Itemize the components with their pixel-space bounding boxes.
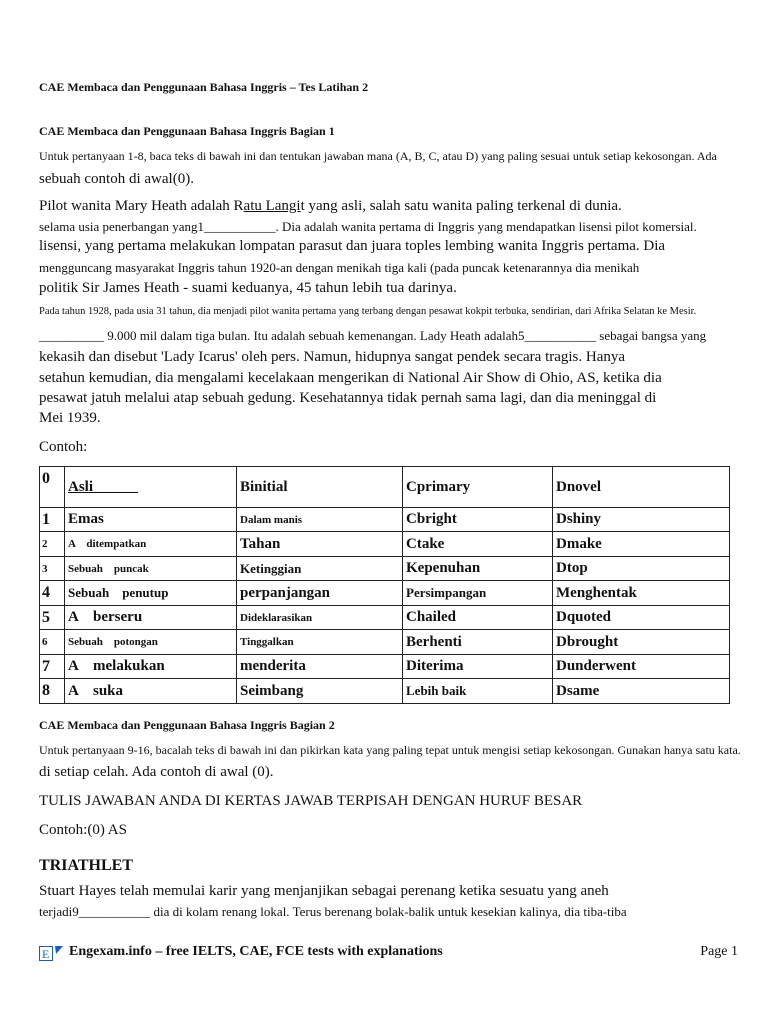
- question-number: 2: [40, 532, 65, 557]
- question-number: 7: [40, 655, 65, 679]
- table-row: [40, 508, 730, 532]
- part2-text-line-2: terjadi9___________ dia di kolam renang lokal. Terus berenang bolak-balik untuk kesekian kalinya, dia tiba-tiba: [39, 904, 627, 919]
- table-row: [40, 630, 730, 655]
- option-a: Sebuah potongan: [65, 630, 237, 655]
- option-d: Dtop: [553, 557, 730, 581]
- option-d: Dshiny: [553, 508, 730, 532]
- part2-text-line-1: Stuart Hayes telah memulai karir yang menjanjikan sebagai perenang ketika sesuatu yang aneh: [39, 883, 609, 899]
- passage-line-10: pesawat jatuh melalui atap sebuah gedung. Kesehatannya tidak pernah sama lagi, dan dia meninggal di: [39, 390, 657, 406]
- page-number: Page 1: [700, 944, 738, 959]
- part2-example: Contoh:(0) AS: [39, 822, 127, 838]
- option-a: A melakukan: [65, 655, 237, 679]
- document-title: CAE Membaca dan Penggunaan Bahasa Inggris – Tes Latihan 2: [39, 80, 369, 94]
- passage-line-6: Pada tahun 1928, pada usia 31 tahun, dia menjadi pilot wanita pertama yang terbang dengan pesawat kokpit terbuka, sendirian, dari Afrika Selatan ke Mesir.: [39, 306, 697, 317]
- option-a: A ditempatkan: [65, 532, 237, 557]
- page-footer: [39, 944, 738, 962]
- option-d: Dunderwent: [553, 655, 730, 679]
- part1-instructions-line2: sebuah contoh di awal(0).: [39, 171, 194, 187]
- option-b: Seimbang: [237, 679, 403, 704]
- table-row: [40, 655, 730, 679]
- option-d: Dquoted: [553, 606, 730, 630]
- question-number: 5: [40, 606, 65, 630]
- option-c: Cbright: [403, 508, 553, 532]
- passage-line-1: [39, 198, 622, 215]
- option-c: Diterima: [403, 655, 553, 679]
- engexam-logo-icon: [39, 945, 63, 961]
- option-c: Cprimary: [403, 467, 553, 508]
- option-a: A berseru: [65, 606, 237, 630]
- option-a: A suka: [65, 679, 237, 704]
- table-row: [40, 606, 730, 630]
- passage-line-11: Mei 1939.: [39, 410, 101, 426]
- option-d: Dbrought: [553, 630, 730, 655]
- passage-line-8: kekasih dan disebut 'Lady Icarus' oleh pers. Namun, hidupnya sangat pendek secara tragis. Hanya: [39, 349, 626, 365]
- passage-line-2: selama usia penerbangan yang1___________. Dia adalah wanita pertama di Inggris yang mendapatkan lisensi pilot komersial.: [39, 219, 697, 234]
- option-c: Persimpangan: [403, 581, 553, 606]
- passage-line-4: mengguncang masyarakat Inggris tahun 1920-an dengan menikah tiga kali (pada puncak ketenarannya dia menikah: [39, 260, 640, 275]
- option-a: Asli______: [65, 467, 237, 508]
- option-c: Chailed: [403, 606, 553, 630]
- option-b: Tahan: [237, 532, 403, 557]
- option-d: Dmake: [553, 532, 730, 557]
- table-row: [40, 679, 730, 704]
- passage-line-9: setahun kemudian, dia mengalami kecelakaan mengerikan di National Air Show di Ohio, AS, ketika dia: [39, 370, 662, 386]
- question-number: 1: [40, 508, 65, 532]
- question-number: 6: [40, 630, 65, 655]
- passage-line-1-end: t yang asli, salah satu wanita paling terkenal di dunia.: [300, 198, 622, 214]
- question-number: 0: [40, 467, 65, 508]
- example-label: Contoh:: [39, 439, 88, 455]
- option-d: Dnovel: [553, 467, 730, 508]
- option-a: Sebuah puncak: [65, 557, 237, 581]
- question-number: 8: [40, 679, 65, 704]
- table-row: [40, 532, 730, 557]
- option-c: Lebih baik: [403, 679, 553, 704]
- option-b: Ketinggian: [237, 557, 403, 581]
- option-c: Kepenuhan: [403, 557, 553, 581]
- passage-line-1-start: Pilot wanita Mary Heath adalah R: [39, 198, 244, 214]
- part1-instructions-line1: Untuk pertanyaan 1-8, baca teks di bawah ini dan tentukan jawaban mana (A, B, C, atau D) yang paling sesuai untuk setiap kekosongan. Ada: [39, 149, 717, 163]
- option-b: Binitial: [237, 467, 403, 508]
- option-c: Ctake: [403, 532, 553, 557]
- passage-line-1-underlined: atu Langi: [243, 198, 301, 214]
- option-d: Dsame: [553, 679, 730, 704]
- passage-line-3: lisensi, yang pertama melakukan lompatan parasut dan juara toples lembing wanita Inggris pertama. Dia: [39, 238, 666, 254]
- question-number: 3: [40, 557, 65, 581]
- part2-heading: CAE Membaca dan Penggunaan Bahasa Inggris Bagian 2: [39, 718, 335, 732]
- option-b: menderita: [237, 655, 403, 679]
- option-b: Tinggalkan: [237, 630, 403, 655]
- table-row: [40, 581, 730, 606]
- text-title: TRIATHLET: [39, 857, 133, 874]
- option-a: Sebuah penutup: [65, 581, 237, 606]
- table-row: [40, 467, 730, 508]
- part1-heading: CAE Membaca dan Penggunaan Bahasa Inggris Bagian 1: [39, 124, 335, 138]
- footer-site-text: Engexam.info – free IELTS, CAE, FCE tests with explanations: [69, 944, 443, 959]
- passage-line-7: __________ 9.000 mil dalam tiga bulan. Itu adalah sebuah kemenangan. Lady Heath adalah5___________ sebagai bangsa yang: [39, 328, 707, 343]
- part2-instructions-line1: Untuk pertanyaan 9-16, bacalah teks di bawah ini dan pikirkan kata yang paling tepat untuk mengisi setiap kekosongan. Gunakan hanya satu kata.: [39, 743, 741, 757]
- option-a: Emas: [65, 508, 237, 532]
- question-number: 4: [40, 581, 65, 606]
- passage-line-5: politik Sir James Heath - suami keduanya, 45 tahun lebih tua darinya.: [39, 280, 457, 296]
- option-b: Dalam manis: [237, 508, 403, 532]
- answer-sheet-instruction: TULIS JAWABAN ANDA DI KERTAS JAWAB TERPISAH DENGAN HURUF BESAR: [39, 793, 583, 809]
- table-row: [40, 557, 730, 581]
- logo-letter: E: [42, 947, 50, 961]
- option-d: Menghentak: [553, 581, 730, 606]
- part2-instructions-line2: di setiap celah. Ada contoh di awal (0).: [39, 764, 274, 780]
- option-c: Berhenti: [403, 630, 553, 655]
- option-b: perpanjangan: [237, 581, 403, 606]
- answer-options-table: [39, 466, 730, 704]
- option-b: Dideklarasikan: [237, 606, 403, 630]
